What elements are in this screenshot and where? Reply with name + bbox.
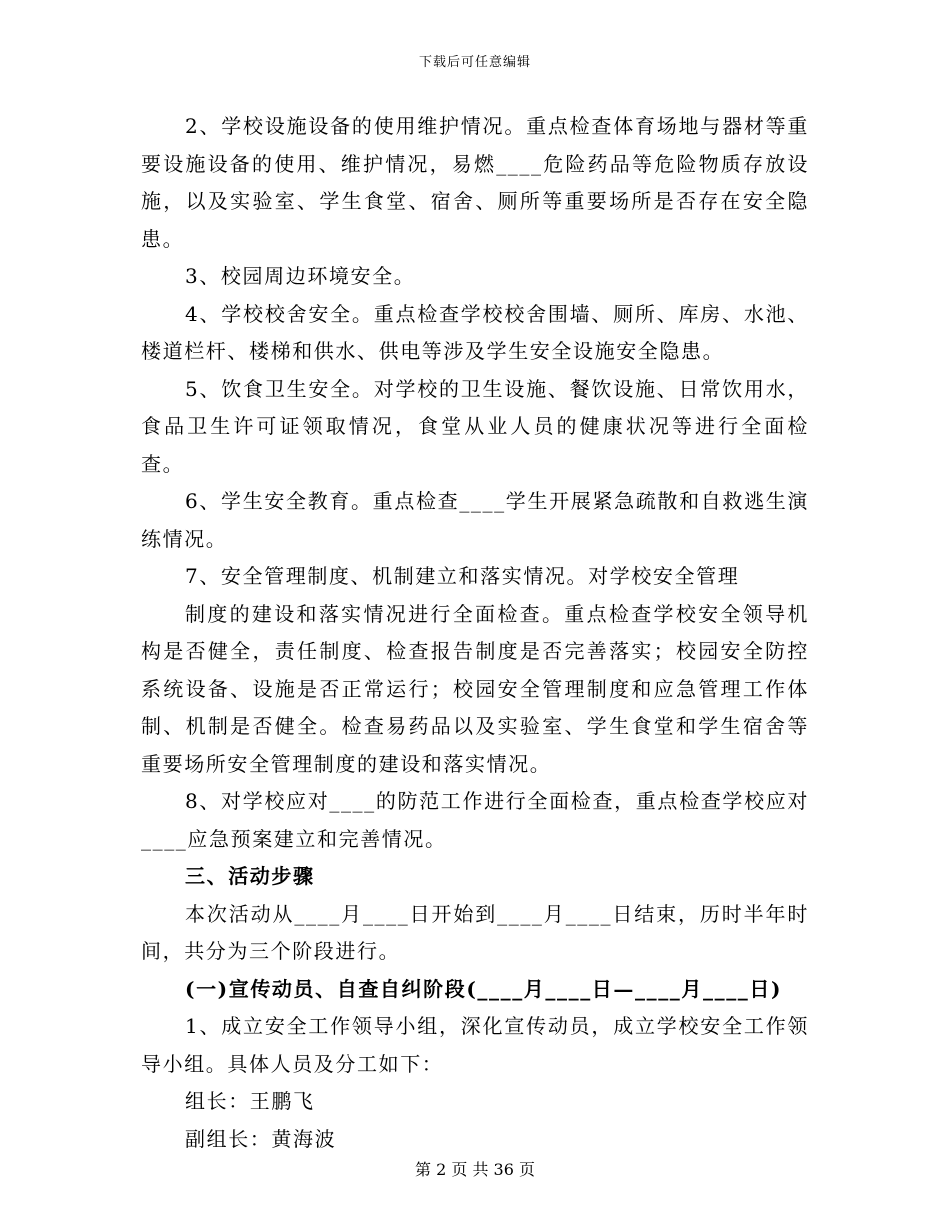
team-leader: 组长：王鹏飞: [185, 1089, 315, 1113]
document-body: [141, 108, 809, 1158]
paragraph-schedule: 本次活动从____月____日开始到____月____日结束，历时半年时间，共分为三个阶段进行。: [141, 901, 809, 963]
paragraph-item-7: 7、安全管理制度、机制建立和落实情况。对学校安全管理: [185, 564, 740, 588]
paragraph-item-7-cont: 制度的建设和落实情况进行全面检查。重点检查学校安全领导机构是否健全，责任制度、检查报告制度是否完善落实；校园安全防控系统设备、设施是否正常运行；校园安全管理制度和应急管理工作体制、机制是否健全。检查易药品以及实验室、学生食堂和学生宿舍等重要场所安全管理制度的建设和落实情况。: [141, 601, 809, 776]
paragraph-team: 1、成立安全工作领导小组，深化宣传动员，成立学校安全工作领导小组。具体人员及分工如下：: [141, 1014, 809, 1076]
paragraph-item-8: 8、对学校应对____的防范工作进行全面检查，重点检查学校应对____应急预案建立和完善情况。: [141, 789, 809, 851]
page-header: 下载后可任意编辑: [418, 55, 531, 70]
paragraph-item-6: 6、学生安全教育。重点检查____学生开展紧急疏散和自救逃生演练情况。: [141, 489, 809, 551]
paragraph-item-2: 2、学校设施设备的使用维护情况。重点检查体育场地与器材等重要设施设备的使用、维护情况，易燃____危险药品等危险物质存放设施，以及实验室、学生食堂、宿舍、厕所等重要场所是否存在安全隐患。: [141, 114, 809, 251]
page-footer: 第 2 页 共 36 页: [415, 1160, 535, 1179]
phase-heading-1: (一)宣传动员、自查自纠阶段(____月____日—____月____日): [185, 976, 783, 1001]
paragraph-item-4: 4、学校校舍安全。重点检查学校校舍围墙、厕所、库房、水池、楼道栏杆、楼梯和供水、供电等涉及学生安全设施安全隐患。: [141, 301, 809, 363]
team-deputy-leader: 副组长：黄海波: [185, 1126, 337, 1151]
paragraph-item-5: 5、饮食卫生安全。对学校的卫生设施、餐饮设施、日常饮用水，食品卫生许可证领取情况，食堂从业人员的健康状况等进行全面检查。: [141, 376, 809, 476]
section-heading-steps: 三、活动步骤: [185, 864, 315, 888]
paragraph-item-3: 3、校园周边环境安全。: [185, 264, 416, 288]
